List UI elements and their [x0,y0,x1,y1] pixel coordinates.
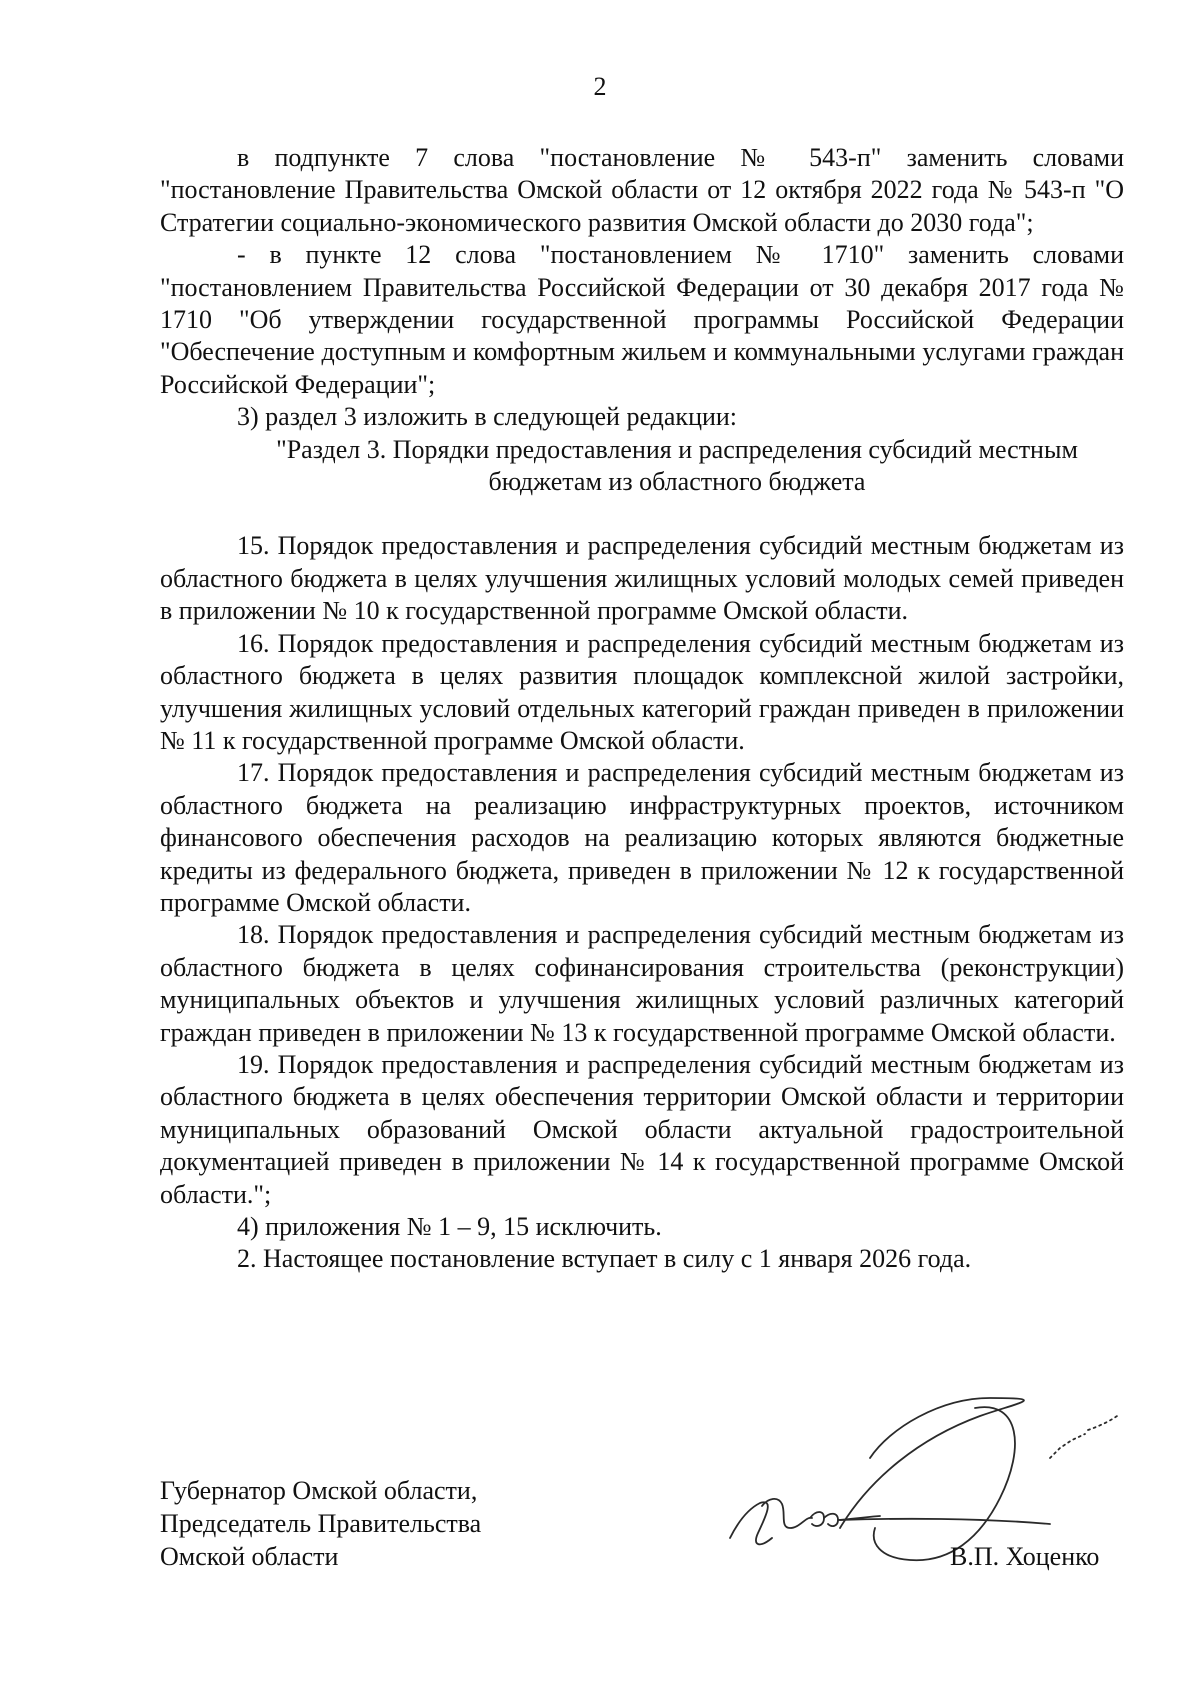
spacer [160,498,1124,530]
signatory-title-line-1: Губернатор Омской области, [160,1476,478,1505]
page-number: 2 [593,72,607,101]
signatory-name: В.П. Хоценко [950,1542,1100,1571]
item-16: 16. Порядок предоставления и распределения субсидий местным бюджетам из областного бюджета в целях развития площадок комплексной жилой застройки, улучшения жилищных условий отдельных категорий граждан приведен в приложении № 11 к государственной программе Омской области. [160,628,1124,755]
item-18: 18. Порядок предоставления и распределения субсидий местным бюджетам из областного бюджета в целях софинансирования строительства (реконструкции) муниципальных объектов и улучшения жилищных условий различных категорий граждан приведен в приложении № 13 к государственной программе Омской области. [160,920,1124,1047]
signatory-title [160,1474,481,1573]
section-heading [160,434,1124,499]
signatory-title-line-3: Омской области [160,1542,339,1571]
document-body [160,142,1124,1276]
item-17: 17. Порядок предоставления и распределения субсидий местным бюджетам из областного бюджета на реализацию инфраструктурных проектов, источником финансового обеспечения расходов на реализацию которых являются бюджетные кредиты из федерального бюджета, приведен в приложении № 12 к государственной программе Омской области. [160,758,1124,917]
section-heading-line-1: "Раздел 3. Порядки предоставления и распределения субсидий местным [276,434,1078,464]
closing-appendices: 4) приложения № 1 – 9, 15 исключить. [237,1212,662,1241]
paragraph-point-12: - в пункте 12 слова "постановлением № 1710" заменить словами "постановлением Правительства Российской Федерации от 30 декабря 2017 года № 1710 "Об утверждении государственной программы Российской Федерации "Обеспечение доступным и комфортным жильем и коммунальными услугами граждан Российской Федерации"; [160,240,1124,399]
paragraph-subpoint-7: в подпункте 7 слова "постановление № 543-п" заменить словами "постановление Правительства Омской области от 12 октября 2022 года № 543-п "О Стратегии социально-экономического развития Омской области до 2030 года"; [160,143,1124,237]
paragraph-section-3-intro: 3) раздел 3 изложить в следующей редакции: [237,402,738,432]
signatory-title-line-2: Председатель Правительства [160,1509,482,1538]
closing-effective-date: 2. Настоящее постановление вступает в силу с 1 января 2026 года. [237,1244,972,1274]
section-heading-line-2: бюджетам из областного бюджета [488,467,866,497]
item-19: 19. Порядок предоставления и распределения субсидий местным бюджетам из областного бюджета в целях обеспечения территории Омской области и территории муниципальных образований Омской области актуальной градостроительной документацией приведен в приложении № 14 к государственной программе Омской области."; [160,1049,1124,1209]
item-15: 15. Порядок предоставления и распределения субсидий местным бюджетам из областного бюджета в целях улучшения жилищных условий молодых семей приведен в приложении № 10 к государственной программе Омской области. [160,531,1124,626]
